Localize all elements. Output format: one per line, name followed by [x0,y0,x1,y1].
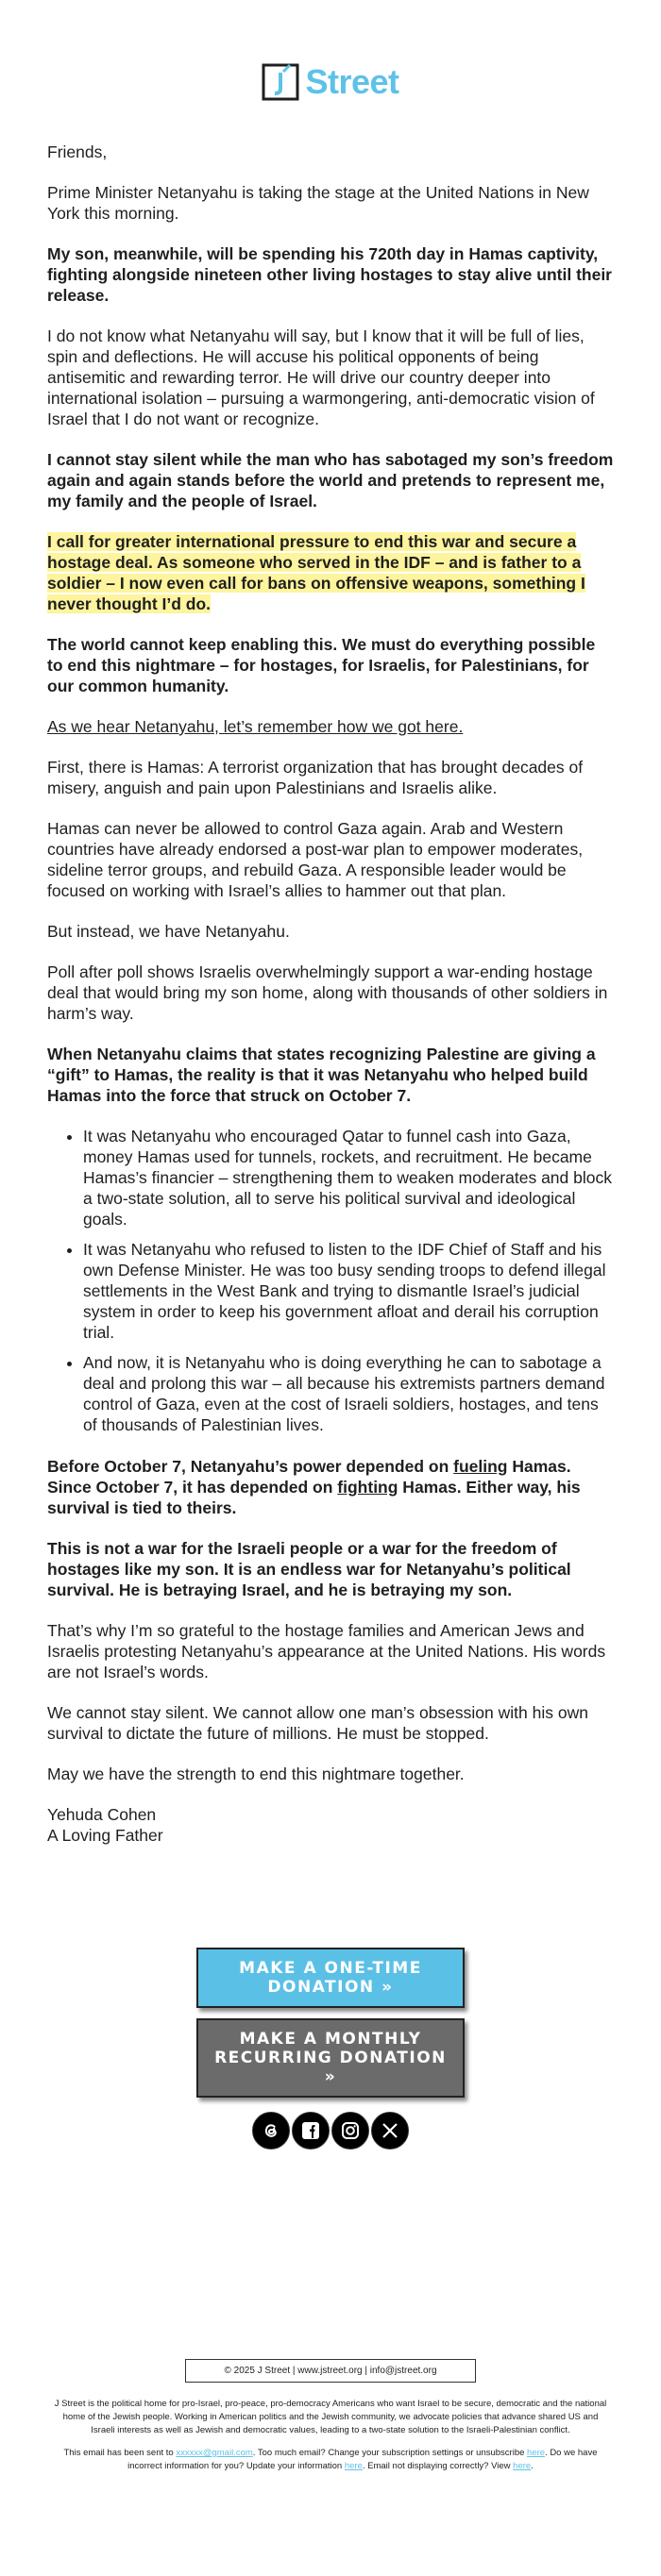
signature-title: A Loving Father [47,1826,163,1845]
view-online-link[interactable]: here [513,2461,532,2471]
text-segment: Before October 7, Netanyahu’s power depended on [47,1457,454,1476]
text-segment: Hamas. Either way, his survival is tied to theirs. [47,1478,581,1517]
footer [0,2359,661,2473]
facebook-icon[interactable] [292,2112,330,2149]
paragraph: But instead, we have Netanyahu. [47,922,290,941]
one-time-donation-button[interactable]: MAKE A ONE-TIME DONATION » [196,1948,465,2008]
header [0,0,661,142]
paragraph: May we have the strength to end this nightmare together. [47,1765,465,1783]
signature [47,1804,614,1846]
jstreet-logo[interactable] [262,62,398,102]
list-item: • And now, it is Netanyahu who is doing everything he can to sabotage a deal and prolong this war – all because his extremists partners demand control of Gaza, even at the cost of Israeli soldiers, hostages, and tens of thousands of Palestinian lives. [83,1352,614,1435]
footer-text: . [531,2461,534,2471]
x-icon[interactable] [371,2112,409,2149]
paragraph: Poll after poll shows Israelis overwhelmingly support a war-ending hostage deal that would bring my son home, along with thousands of other soldiers in harm’s way. [47,962,608,1023]
footer-subscription [0,2447,661,2473]
list-item: • It was Netanyahu who encouraged Qatar to funnel cash into Gaza, money Hamas used for tunnels, rockets, and recruitment. He became Hamas’s financier – strengthening them to weaken moderates and block a two-state solution, all to serve his political survival and ideological goals. [83,1126,614,1229]
underlined-text: fighting [337,1478,398,1497]
text-segment: Hamas. Since October 7, it has depended on [47,1457,571,1497]
footer-text: . Too much email? Change your subscription settings or unsubscribe [252,2448,528,2458]
paragraph-bold: This is not a war for the Israeli people or a war for the freedom of hostages like my son. It is an endless war for Netanyahu’s political survival. He is betraying Israel, and he is betraying my son. [47,1539,571,1599]
bullet-list [47,1126,614,1435]
paragraph-bold: When Netanyahu claims that states recognizing Palestine are giving a “gift” to Hamas, the reality is that it was Netanyahu who helped build Hamas into the force that struck on October 7. [47,1045,596,1105]
logo-mark-icon [262,63,299,101]
letter [0,142,661,1846]
update-info-link[interactable]: here [344,2461,363,2471]
paragraph-bold: I cannot stay silent while the man who has sabotaged my son’s freedom again and again stands before the world and pretends to represent me, my family and the people of Israel. [47,450,614,510]
threads-icon[interactable] [252,2112,290,2149]
donation-buttons [0,1948,661,2108]
footer-copyright: © 2025 J Street | www.jstreet.org | info@jstreet.org [185,2359,475,2383]
greeting: Friends, [47,142,108,161]
social-links [0,2112,661,2149]
unsubscribe-link[interactable]: here [527,2448,546,2458]
paragraph: We cannot stay silent. We cannot allow one man’s obsession with his own survival to dictate the future of millions. He must be stopped. [47,1703,588,1743]
email-link[interactable]: xxxxxx@gmail.com [176,2448,253,2458]
paragraph-link [47,716,614,737]
highlight-text: I call for greater international pressure to end this war and secure a hostage deal. As someone who served in the IDF – and is father to a soldier – I now even call for bans on offensive weapons, something I never thought I’d do. [47,532,585,613]
logo-wordmark: Street [305,62,399,101]
signature-name: Yehuda Cohen [47,1805,157,1824]
paragraph: First, there is Hamas: A terrorist organization that has brought decades of misery, anguish and pain upon Palestinians and Israelis alike. [47,758,584,797]
underlined-link[interactable]: As we hear Netanyahu, let’s remember how we got here. [47,717,464,736]
paragraph: I do not know what Netanyahu will say, but I know that it will be full of lies, spin and deflections. He will accuse his political opponents of being antisemitic and rewarding terror. He will drive our country deeper into international isolation – pursuing a warmongering, anti-democratic vision of Israel that I do not want or recognize. [47,326,595,428]
underlined-text: fueling [453,1457,508,1476]
footer-text: . Email not displaying correctly? View [362,2461,514,2471]
list-item: • It was Netanyahu who refused to listen to the IDF Chief of Staff and his own Defense Minister. He was too busy sending troops to defend illegal settlements in the West Bank and trying to dismantle Israel’s judicial system in order to keep his government afloat and derail his corruption trial. [83,1239,614,1343]
footer-text: . Do we have incorrect information for you? Update your information [127,2448,598,2471]
footer-text: This email has been sent to [63,2448,177,2458]
paragraph-bold: The world cannot keep enabling this. We must do everything possible to end this nightmare – for hostages, for Israelis, for Palestinians, for our common humanity. [47,635,596,695]
footer-about: J Street is the political home for pro-Israel, pro-peace, pro-democracy Americans who want Israel to be secure, democratic and the national home of the Jewish people. Working in American politics and the Jewish community, we advocate policies that advance shared US and Israeli interests as well as Jewish and democratic values, leading to a two-state solution to the Israeli-Palestinian conflict. [54,2399,607,2435]
instagram-icon[interactable] [331,2112,369,2149]
paragraph: Hamas can never be allowed to control Gaza again. Arab and Western countries have already endorsed a post-war plan to empower moderates, sideline terror groups, and rebuild Gaza. A responsible leader would be focused on working with Israel’s allies to hammer out that plan. [47,819,584,900]
paragraph: Prime Minister Netanyahu is taking the stage at the United Nations in New York this morning. [47,183,589,223]
paragraph: That’s why I’m so grateful to the hostage families and American Jews and Israelis protesting Netanyahu’s appearance at the United Nations. His words are not Israel’s words. [47,1621,606,1681]
highlighted-paragraph [47,531,614,614]
paragraph-bold: My son, meanwhile, will be spending his 720th day in Hamas captivity, fighting alongside nineteen other living hostages to stay alive until their release. [47,244,612,305]
paragraph-bold [47,1456,614,1518]
monthly-donation-button[interactable]: MAKE A MONTHLY RECURRING DONATION » [196,2018,465,2098]
